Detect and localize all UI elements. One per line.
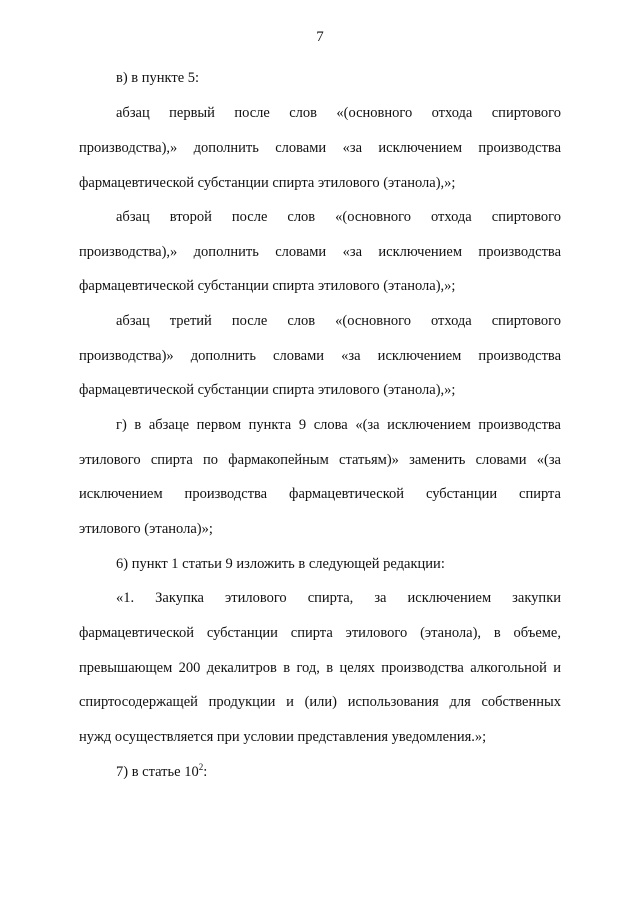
text-line: «1. Закупка этилового спирта, за исключением закупки (116, 590, 561, 606)
text-line: производства),» дополнить словами «за исключением производства (79, 140, 561, 156)
text-line: абзац первый после слов «(основного отхода спиртового (116, 105, 561, 121)
text-line: исключением производства фармацевтической субстанции спирта (79, 486, 561, 502)
text-line: абзац третий после слов «(основного отхода спиртового (116, 313, 561, 329)
text-line: производства),» дополнить словами «за исключением производства (79, 244, 561, 260)
text-line: превышающем 200 декалитров в год, в целях производства алкогольной и (79, 660, 561, 676)
text-line: 6) пункт 1 статьи 9 изложить в следующей редакции: (116, 556, 445, 572)
text-line: г) в абзаце первом пункта 9 слова «(за исключением производства (116, 417, 561, 433)
text-line: спиртосодержащей продукции и (или) использования для собственных (79, 694, 561, 710)
page-number: 7 (316, 29, 324, 45)
text-line (116, 763, 561, 781)
text-line: фармацевтической субстанции спирта этилового (этанола), в объеме, (79, 625, 561, 641)
text-line: фармацевтической субстанции спирта этилового (этанола),»; (79, 382, 456, 398)
text-line: нужд осуществляется при условии представления уведомления.»; (79, 729, 487, 745)
text-line: абзац второй после слов «(основного отхода спиртового (116, 209, 561, 225)
text-line: фармацевтической субстанции спирта этилового (этанола),»; (79, 175, 456, 191)
text-line: этилового спирта по фармакопейным статьям)» заменить словами «(за (79, 452, 561, 468)
text-run: 7) в статье 10 (116, 764, 199, 780)
text-line: этилового (этанола)»; (79, 521, 213, 537)
text-line: в) в пункте 5: (116, 70, 200, 86)
text-run: : (203, 764, 208, 780)
text-line: фармацевтической субстанции спирта этилового (этанола),»; (79, 278, 456, 294)
superscript: 2 (198, 762, 204, 772)
text-line: производства)» дополнить словами «за исключением производства (79, 348, 561, 364)
